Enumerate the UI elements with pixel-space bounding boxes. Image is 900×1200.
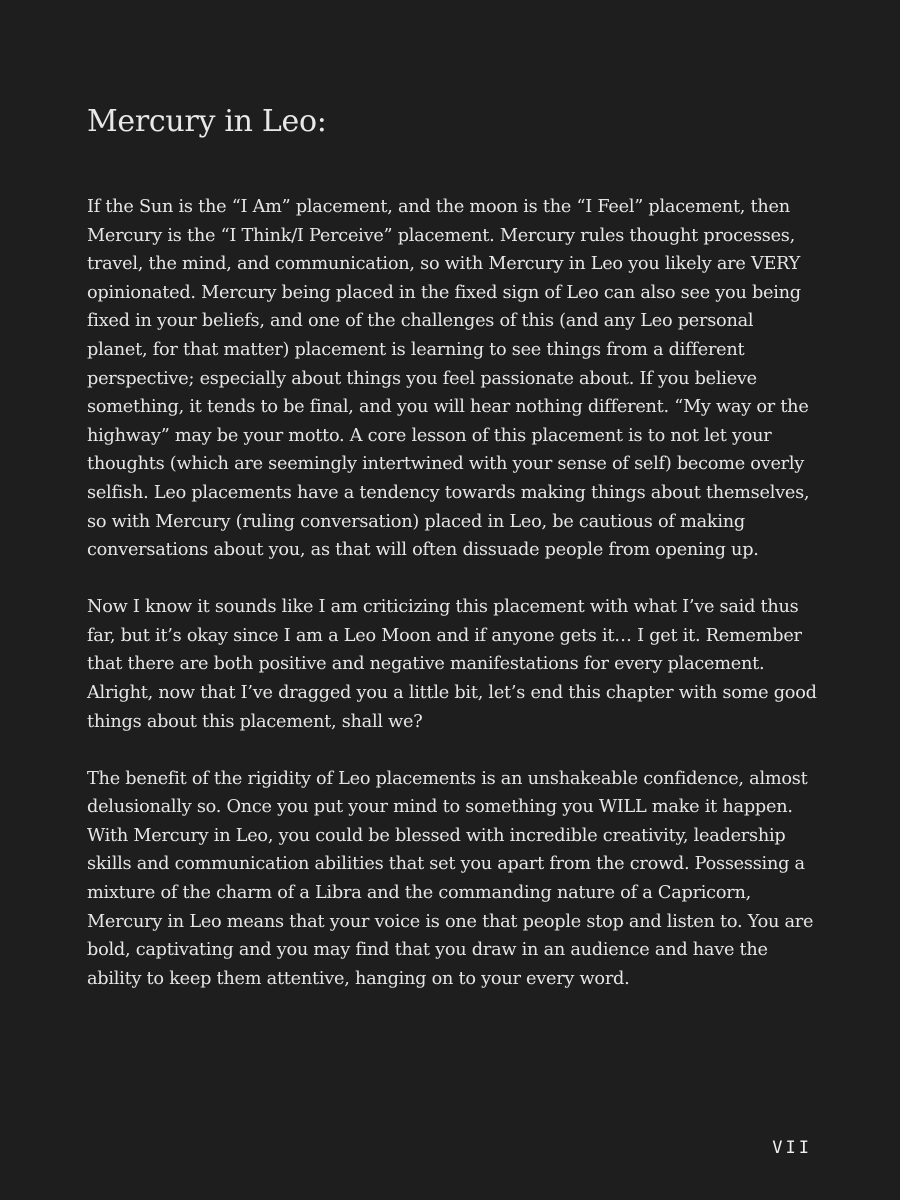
chapter-body <box>87 193 817 1022</box>
chapter-title: Mercury in Leo: <box>87 104 327 139</box>
paragraph-3: The benefit of the rigidity of Leo placements is an unshakeable confidence, almost delusionally so. Once you put your mind to something you WILL make it happen. With Mercury in Leo, you could be blessed with incredible creativity, leadership skills and communication abilities that set you apart from the crowd. Possessing a mixture of the charm of a Libra and the commanding nature of a Capricorn, Mercury in Leo means that your voice is one that people stop and listen to. You are bold, captivating and you may find that you draw in an audience and have the ability to keep them attentive, hanging on to your every word. <box>87 768 814 989</box>
page-number: VII <box>772 1138 812 1158</box>
paragraph-1: If the Sun is the “I Am” placement, and the moon is the “I Feel” placement, then Mercury is the “I Think/I Perceive” placement. Mercury rules thought processes, travel, the mind, and communication, so with Mercury in Leo you likely are VERY opinionated. Mercury being placed in the fixed sign of Leo can also see you being fixed in your beliefs, and one of the challenges of this (and any Leo personal planet, for that matter) placement is learning to see things from a different perspective; especially about things you feel passionate about. If you believe something, it tends to be final, and you will hear nothing different. “My way or the highway” may be your motto. A core lesson of this placement is to not let your thoughts (which are seemingly intertwined with your sense of self) become overly selfish. Leo placements have a tendency towards making things about themselves, so with Mercury (ruling conversation) placed in Leo, be cautious of making conversations about you, as that will often dissuade people from opening up. <box>87 197 810 561</box>
paragraph-2: Now I know it sounds like I am criticizing this placement with what I’ve said thus far, but it’s okay since I am a Leo Moon and if anyone gets it… I get it. Remember that there are both positive and negative manifestations for every placement. Alright, now that I’ve dragged you a little bit, let’s end this chapter with some good things about this placement, shall we? <box>87 597 817 732</box>
